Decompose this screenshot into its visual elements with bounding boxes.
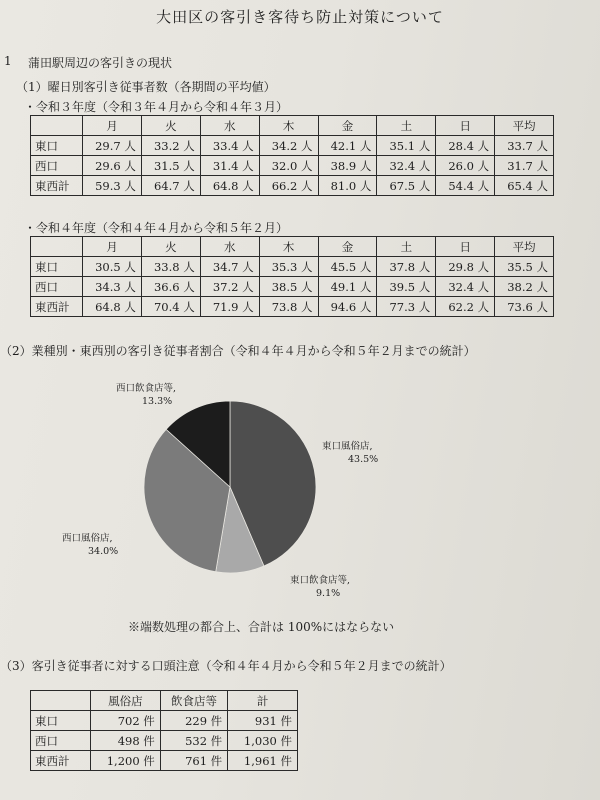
verbal-warning-table bbox=[30, 690, 298, 771]
table-cell: 73.6 人 bbox=[495, 297, 554, 317]
row-label: 東西計 bbox=[31, 297, 83, 317]
table-header-cell: 木 bbox=[259, 116, 318, 136]
table-row bbox=[31, 257, 554, 277]
table-header-cell: 水 bbox=[200, 116, 259, 136]
table-cell: 32.0 人 bbox=[259, 156, 318, 176]
table-cell: 32.4 人 bbox=[377, 156, 436, 176]
table-header-cell: 火 bbox=[141, 116, 200, 136]
table-row bbox=[31, 136, 554, 156]
table-cell: 64.8 人 bbox=[83, 297, 142, 317]
table-header-cell: 風俗店 bbox=[91, 691, 161, 711]
table-row bbox=[31, 297, 554, 317]
table-cell: 66.2 人 bbox=[259, 176, 318, 196]
table-header-cell bbox=[31, 116, 83, 136]
table-cell: 29.7 人 bbox=[83, 136, 142, 156]
table-cell: 34.3 人 bbox=[83, 277, 142, 297]
table-cell: 71.9 人 bbox=[200, 297, 259, 317]
table-cell: 62.2 人 bbox=[436, 297, 495, 317]
row-label: 東口 bbox=[31, 257, 83, 277]
row-label: 西口 bbox=[31, 156, 83, 176]
table-header-cell: 平均 bbox=[495, 237, 554, 257]
table-cell: 94.6 人 bbox=[318, 297, 377, 317]
fy4-weekday-table bbox=[30, 236, 554, 317]
table-header-cell: 水 bbox=[200, 237, 259, 257]
table-cell: 33.7 人 bbox=[495, 136, 554, 156]
table-cell: 38.2 人 bbox=[495, 277, 554, 297]
table-header-cell bbox=[31, 691, 91, 711]
row-label: 東口 bbox=[31, 136, 83, 156]
table-header-cell: 火 bbox=[141, 237, 200, 257]
table-cell: 38.9 人 bbox=[318, 156, 377, 176]
table-cell: 65.4 人 bbox=[495, 176, 554, 196]
fy3-table-label: ・令和３年度（令和３年４月から令和４年３月） bbox=[24, 100, 289, 114]
table-cell: 33.2 人 bbox=[141, 136, 200, 156]
pie-slice-label: 西口飲食店等, bbox=[116, 383, 177, 394]
table-cell: 33.4 人 bbox=[200, 136, 259, 156]
table-header-row bbox=[31, 116, 554, 136]
fy4-table-label: ・令和４年度（令和４年４月から令和５年２月） bbox=[24, 221, 289, 235]
table-row bbox=[31, 156, 554, 176]
table-cell: 26.0 人 bbox=[436, 156, 495, 176]
table-header-cell: 飲食店等 bbox=[160, 691, 227, 711]
pie-slice-label: 東口飲食店等, bbox=[290, 575, 351, 586]
table-row bbox=[31, 176, 554, 196]
table-header-cell: 月 bbox=[83, 237, 142, 257]
table-cell: 31.7 人 bbox=[495, 156, 554, 176]
table-header-cell bbox=[31, 237, 83, 257]
table-row bbox=[31, 277, 554, 297]
table-cell: 77.3 人 bbox=[377, 297, 436, 317]
table-cell: 59.3 人 bbox=[83, 176, 142, 196]
table-cell: 761 件 bbox=[160, 751, 227, 771]
row-label: 東西計 bbox=[31, 176, 83, 196]
table-header-cell: 金 bbox=[318, 237, 377, 257]
table-row bbox=[31, 711, 298, 731]
table-cell: 45.5 人 bbox=[318, 257, 377, 277]
table-header-cell: 平均 bbox=[495, 116, 554, 136]
table-header-cell: 木 bbox=[259, 237, 318, 257]
row-label: 西口 bbox=[31, 731, 91, 751]
row-label: 東西計 bbox=[31, 751, 91, 771]
row-label: 西口 bbox=[31, 277, 83, 297]
section-3-title: （3）客引き従事者に対する口頭注意（令和４年４月から令和５年２月までの統計） bbox=[0, 659, 452, 673]
pie-slice-label: 東口風俗店, bbox=[322, 441, 373, 452]
table-cell: 49.1 人 bbox=[318, 277, 377, 297]
table-cell: 532 件 bbox=[160, 731, 227, 751]
table-cell: 81.0 人 bbox=[318, 176, 377, 196]
pie-slice-value: 13.3% bbox=[142, 396, 173, 407]
table-cell: 29.8 人 bbox=[436, 257, 495, 277]
table-cell: 64.7 人 bbox=[141, 176, 200, 196]
table-cell: 29.6 人 bbox=[83, 156, 142, 176]
row-label: 東口 bbox=[31, 711, 91, 731]
table-cell: 702 件 bbox=[91, 711, 161, 731]
pie-chart bbox=[0, 365, 600, 610]
pie-slice-value: 43.5% bbox=[348, 454, 379, 465]
section-1-title: 蒲田駅周辺の客引きの現状 bbox=[28, 56, 173, 70]
table-cell: 35.5 人 bbox=[495, 257, 554, 277]
table-cell: 31.4 人 bbox=[200, 156, 259, 176]
table-cell: 498 件 bbox=[91, 731, 161, 751]
table-cell: 34.7 人 bbox=[200, 257, 259, 277]
table-cell: 64.8 人 bbox=[200, 176, 259, 196]
rounding-note: ※端数処理の都合上、合計は 100%にはならない bbox=[128, 620, 395, 634]
pie-slice-value: 34.0% bbox=[88, 546, 119, 557]
table-header-cell: 日 bbox=[436, 237, 495, 257]
table-cell: 30.5 人 bbox=[83, 257, 142, 277]
table-row bbox=[31, 751, 298, 771]
table-cell: 35.3 人 bbox=[259, 257, 318, 277]
table-cell: 28.4 人 bbox=[436, 136, 495, 156]
table-header-row bbox=[31, 237, 554, 257]
table-cell: 1,961 件 bbox=[228, 751, 298, 771]
table-cell: 1,030 件 bbox=[228, 731, 298, 751]
table-header-cell: 土 bbox=[377, 237, 436, 257]
table-header-cell: 土 bbox=[377, 116, 436, 136]
table-cell: 1,200 件 bbox=[91, 751, 161, 771]
table-cell: 73.8 人 bbox=[259, 297, 318, 317]
document-title: 大田区の客引き客待ち防止対策について bbox=[156, 8, 444, 26]
pie-slice-value: 9.1% bbox=[316, 588, 341, 599]
section-2-title: （2）業種別・東西別の客引き従事者割合（令和４年４月から令和５年２月までの統計） bbox=[0, 344, 476, 358]
table-cell: 931 件 bbox=[228, 711, 298, 731]
table-cell: 70.4 人 bbox=[141, 297, 200, 317]
section-1-subtitle: （1）曜日別客引き従事者数（各期間の平均値） bbox=[16, 80, 276, 94]
pie-slice-label: 西口風俗店, bbox=[62, 533, 113, 544]
table-cell: 35.1 人 bbox=[377, 136, 436, 156]
table-cell: 33.8 人 bbox=[141, 257, 200, 277]
table-header-row bbox=[31, 691, 298, 711]
table-cell: 38.5 人 bbox=[259, 277, 318, 297]
table-cell: 37.2 人 bbox=[200, 277, 259, 297]
table-cell: 39.5 人 bbox=[377, 277, 436, 297]
table-row bbox=[31, 731, 298, 751]
table-header-cell: 月 bbox=[83, 116, 142, 136]
fy3-weekday-table bbox=[30, 115, 554, 196]
table-header-cell: 金 bbox=[318, 116, 377, 136]
section-1-number: 1 bbox=[4, 54, 12, 68]
table-cell: 34.2 人 bbox=[259, 136, 318, 156]
table-header-cell: 日 bbox=[436, 116, 495, 136]
table-cell: 32.4 人 bbox=[436, 277, 495, 297]
table-cell: 42.1 人 bbox=[318, 136, 377, 156]
table-cell: 229 件 bbox=[160, 711, 227, 731]
table-cell: 36.6 人 bbox=[141, 277, 200, 297]
table-header-cell: 計 bbox=[228, 691, 298, 711]
table-cell: 37.8 人 bbox=[377, 257, 436, 277]
table-cell: 31.5 人 bbox=[141, 156, 200, 176]
table-cell: 54.4 人 bbox=[436, 176, 495, 196]
table-cell: 67.5 人 bbox=[377, 176, 436, 196]
